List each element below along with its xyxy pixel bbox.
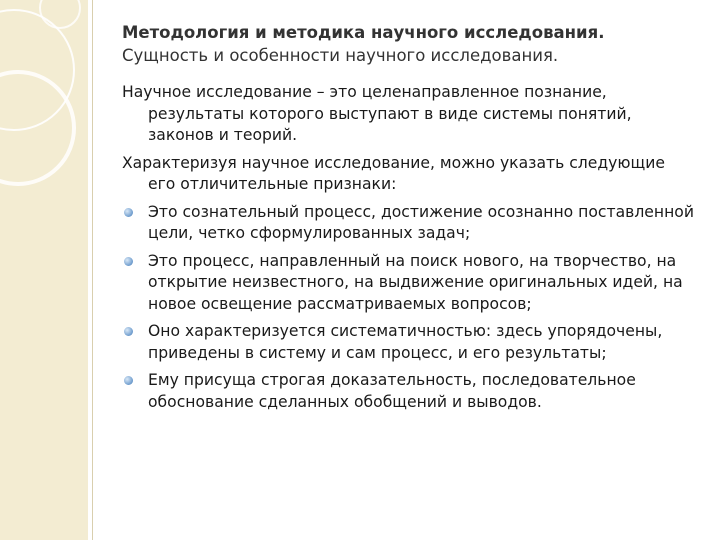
- bullet-text: Это процесс, направленный на поиск нового, на творчество, на открытие неизвестного, на выдвижение оригинальных идей, на новое освещение рассматриваемых вопросов;: [148, 251, 683, 313]
- slide-title: Методология и методика научного исследования.: [122, 23, 605, 42]
- paragraph-intro: Характеризуя научное исследование, можно указать следующие его отличительные признаки:: [122, 153, 665, 193]
- decorative-circles: [0, 0, 90, 230]
- bullet-item: [122, 202, 697, 245]
- bullet-text: Оно характеризуется систематичностью: здесь упорядочены, приведены в систему и сам процесс, и его результаты;: [148, 322, 663, 362]
- slide-subtitle: Сущность и особенности научного исследования.: [122, 46, 559, 65]
- side-divider: [92, 0, 93, 540]
- bullet-item: [122, 321, 697, 364]
- bullet-icon: [124, 376, 133, 385]
- slide-content: [122, 22, 697, 419]
- bullet-text: Это сознательный процесс, достижение осознанно поставленной цели, четко сформулированных задач;: [148, 202, 694, 242]
- bullet-item: [122, 370, 697, 413]
- bullet-item: [122, 251, 697, 316]
- bullet-icon: [124, 208, 133, 217]
- bullet-icon: [124, 327, 133, 336]
- bullet-icon: [124, 257, 133, 266]
- bullet-text: Ему присуща строгая доказательность, последовательное обоснование сделанных обобщений и выводов.: [148, 371, 636, 411]
- paragraph-definition: Научное исследование – это целенаправленное познание, результаты которого выступают в виде системы понятий, законов и теорий.: [122, 83, 632, 144]
